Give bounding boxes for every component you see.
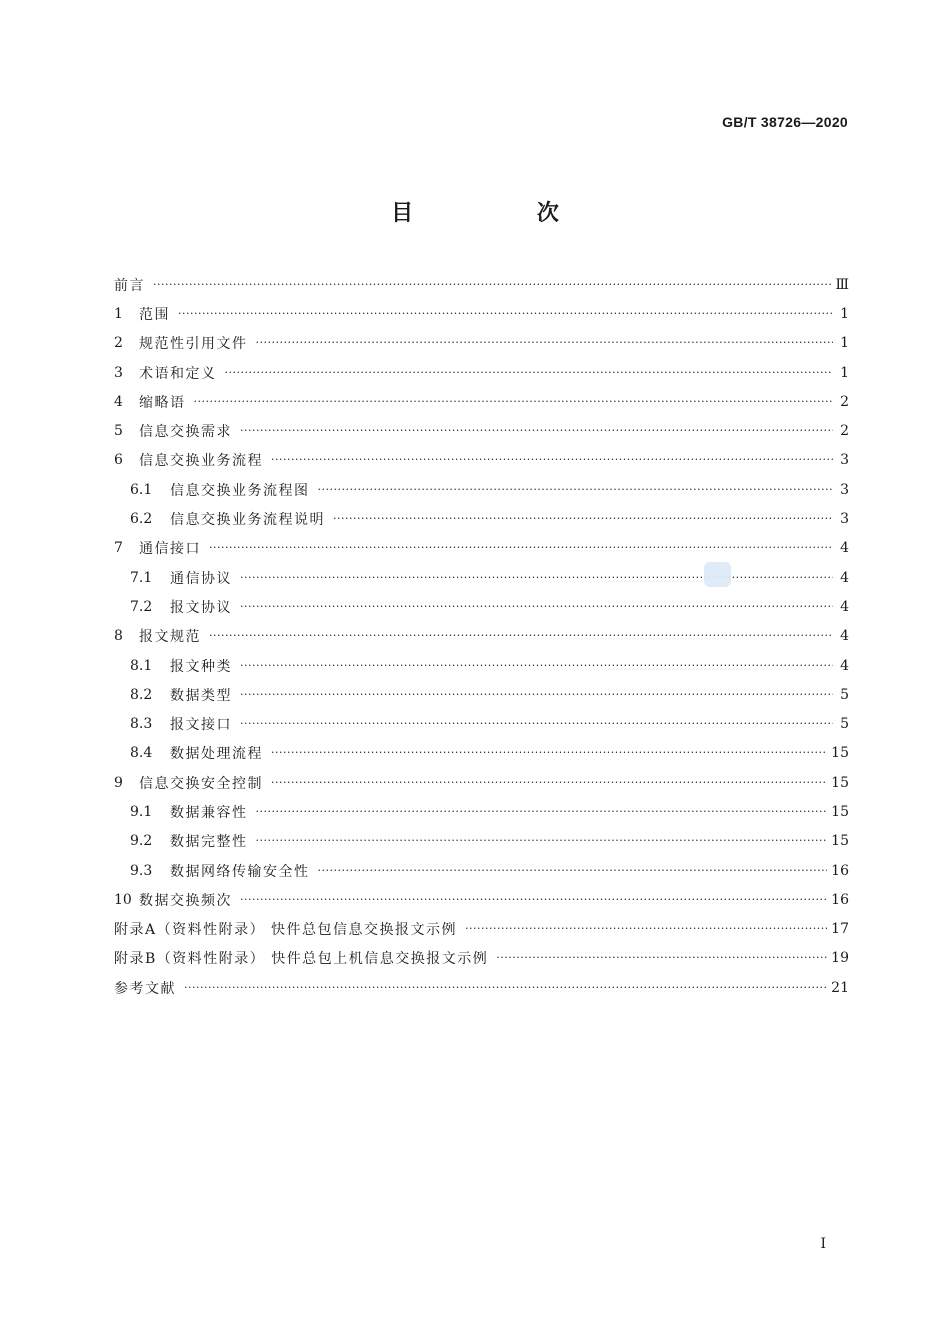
toc-entry[interactable] xyxy=(114,739,849,768)
toc-entry-page: 4 xyxy=(840,569,849,586)
toc-entry[interactable] xyxy=(114,797,849,826)
dot-leader xyxy=(240,658,833,674)
toc-entry-page: Ⅲ xyxy=(835,276,849,293)
toc-entry[interactable] xyxy=(114,944,849,973)
toc-entry-number: 8.1 xyxy=(130,657,153,674)
toc-entry[interactable] xyxy=(114,915,849,944)
toc-entry-label: 数据完整性 xyxy=(170,834,248,851)
toc-entry-label: 报文种类 xyxy=(170,658,232,675)
toc-entry[interactable] xyxy=(114,856,849,885)
toc-entry-label: 附录A（资料性附录） 快件总包信息交换报文示例 xyxy=(114,922,458,939)
toc-entry-label: 附录B（资料性附录） 快件总包上机信息交换报文示例 xyxy=(114,951,489,968)
dot-leader xyxy=(256,833,828,849)
toc-entry[interactable] xyxy=(114,270,849,299)
toc-entry-number: 6.2 xyxy=(130,511,153,528)
toc-entry-page: 1 xyxy=(840,364,849,381)
toc-entry-page: 21 xyxy=(831,979,849,996)
toc-entry-label: 数据类型 xyxy=(170,687,232,704)
toc-entry-number: 10 xyxy=(114,891,132,908)
dot-leader xyxy=(209,628,833,644)
dot-leader xyxy=(318,482,834,498)
toc-entry-number: 8.2 xyxy=(130,686,153,703)
standard-code: GB/T 38726—2020 xyxy=(722,114,848,130)
toc-entry-page: 2 xyxy=(840,423,849,440)
dot-leader xyxy=(271,775,827,791)
page-number: Ⅰ xyxy=(820,1236,826,1252)
dot-leader xyxy=(271,452,833,468)
table-of-contents xyxy=(114,270,849,1002)
toc-entry-number: 7.2 xyxy=(130,598,153,615)
toc-entry-number: 7 xyxy=(114,540,123,557)
toc-entry[interactable] xyxy=(114,709,849,738)
toc-entry[interactable] xyxy=(114,534,849,563)
dot-leader xyxy=(256,804,828,820)
dot-leader xyxy=(240,570,833,586)
toc-entry-number: 1 xyxy=(114,305,123,322)
toc-entry-page: 16 xyxy=(831,891,849,908)
toc-entry[interactable] xyxy=(114,387,849,416)
toc-entry-page: 2 xyxy=(840,393,849,410)
toc-entry-label: 通信协议 xyxy=(170,570,232,587)
toc-entry-number: 5 xyxy=(114,423,123,440)
dot-leader xyxy=(271,745,827,761)
toc-entry-page: 19 xyxy=(831,950,849,967)
toc-entry-number: 9 xyxy=(114,774,123,791)
dot-leader xyxy=(496,950,827,966)
toc-entry-page: 16 xyxy=(831,862,849,879)
toc-entry-label: 报文协议 xyxy=(170,599,232,616)
toc-entry-page: 1 xyxy=(840,335,849,352)
toc-entry-label: 信息交换安全控制 xyxy=(139,775,263,792)
dot-leader xyxy=(194,394,834,410)
toc-entry-label: 缩略语 xyxy=(139,394,186,411)
toc-entry[interactable] xyxy=(114,475,849,504)
toc-entry-number: 7.1 xyxy=(130,569,153,586)
dot-leader xyxy=(318,863,828,879)
dot-leader xyxy=(240,892,827,908)
toc-entry-page: 3 xyxy=(840,511,849,528)
dot-leader xyxy=(240,423,833,439)
toc-entry-page: 4 xyxy=(840,657,849,674)
toc-entry-page: 15 xyxy=(831,774,849,791)
toc-entry-number: 8.3 xyxy=(130,716,153,733)
toc-entry-label: 报文接口 xyxy=(170,717,232,734)
toc-entry[interactable] xyxy=(114,563,849,592)
toc-entry[interactable] xyxy=(114,885,849,914)
toc-entry[interactable] xyxy=(114,299,849,328)
dot-leader xyxy=(240,687,833,703)
toc-entry-number: 2 xyxy=(114,335,123,352)
toc-entry-label: 数据兼容性 xyxy=(170,804,248,821)
toc-entry-label: 信息交换需求 xyxy=(139,424,232,441)
toc-entry-page: 3 xyxy=(840,452,849,469)
toc-entry-label: 通信接口 xyxy=(139,541,201,558)
toc-entry-number: 6.1 xyxy=(130,481,153,498)
dot-leader xyxy=(153,277,831,293)
dot-leader xyxy=(225,365,834,381)
toc-entry-label: 数据处理流程 xyxy=(170,746,263,763)
toc-entry[interactable] xyxy=(114,768,849,797)
watermark-logo-icon xyxy=(704,562,731,587)
dot-leader xyxy=(465,921,827,937)
toc-entry[interactable] xyxy=(114,446,849,475)
toc-entry-number: 8 xyxy=(114,628,123,645)
toc-entry-label: 数据网络传输安全性 xyxy=(170,863,310,880)
toc-entry-number: 9.1 xyxy=(130,803,153,820)
dot-leader xyxy=(240,599,833,615)
toc-title: 目 次 xyxy=(391,201,617,226)
toc-entry-label: 参考文献 xyxy=(114,980,176,997)
toc-entry[interactable] xyxy=(114,622,849,651)
toc-entry[interactable] xyxy=(114,973,849,1002)
toc-entry[interactable] xyxy=(114,416,849,445)
toc-entry-number: 9.3 xyxy=(130,862,153,879)
dot-leader xyxy=(256,335,834,351)
toc-entry-label: 规范性引用文件 xyxy=(139,336,248,353)
toc-entry-page: 15 xyxy=(831,833,849,850)
toc-entry-number: 3 xyxy=(114,364,123,381)
toc-entry-number: 6 xyxy=(114,452,123,469)
toc-entry-page: 3 xyxy=(840,481,849,498)
toc-entry-label: 信息交换业务流程图 xyxy=(170,482,310,499)
dot-leader xyxy=(333,511,833,527)
toc-entry-number: 4 xyxy=(114,393,123,410)
toc-entry-page: 15 xyxy=(831,745,849,762)
dot-leader xyxy=(240,716,833,732)
dot-leader xyxy=(184,980,827,996)
toc-entry-label: 信息交换业务流程说明 xyxy=(170,512,325,529)
toc-entry[interactable] xyxy=(114,827,849,856)
toc-entry-label: 数据交换频次 xyxy=(139,892,232,909)
toc-entry-page: 17 xyxy=(831,921,849,938)
toc-entry-page: 1 xyxy=(840,305,849,322)
toc-entry[interactable] xyxy=(114,329,849,358)
toc-entry[interactable] xyxy=(114,680,849,709)
toc-entry-page: 5 xyxy=(840,716,849,733)
toc-entry[interactable] xyxy=(114,358,849,387)
toc-entry-number: 9.2 xyxy=(130,833,153,850)
dot-leader xyxy=(178,306,833,322)
toc-entry-label: 报文规范 xyxy=(139,629,201,646)
toc-entry-label: 信息交换业务流程 xyxy=(139,453,263,470)
toc-entry[interactable] xyxy=(114,504,849,533)
toc-entry-page: 15 xyxy=(831,803,849,820)
toc-entry[interactable] xyxy=(114,651,849,680)
toc-entry-page: 5 xyxy=(840,686,849,703)
dot-leader xyxy=(209,540,833,556)
toc-entry-page: 4 xyxy=(840,540,849,557)
toc-entry-page: 4 xyxy=(840,628,849,645)
toc-entry-label: 前言 xyxy=(114,277,145,294)
toc-entry-number: 8.4 xyxy=(130,745,153,762)
toc-entry-label: 术语和定义 xyxy=(139,365,217,382)
toc-entry[interactable] xyxy=(114,592,849,621)
toc-entry-page: 4 xyxy=(840,598,849,615)
toc-entry-label: 范围 xyxy=(139,306,170,323)
